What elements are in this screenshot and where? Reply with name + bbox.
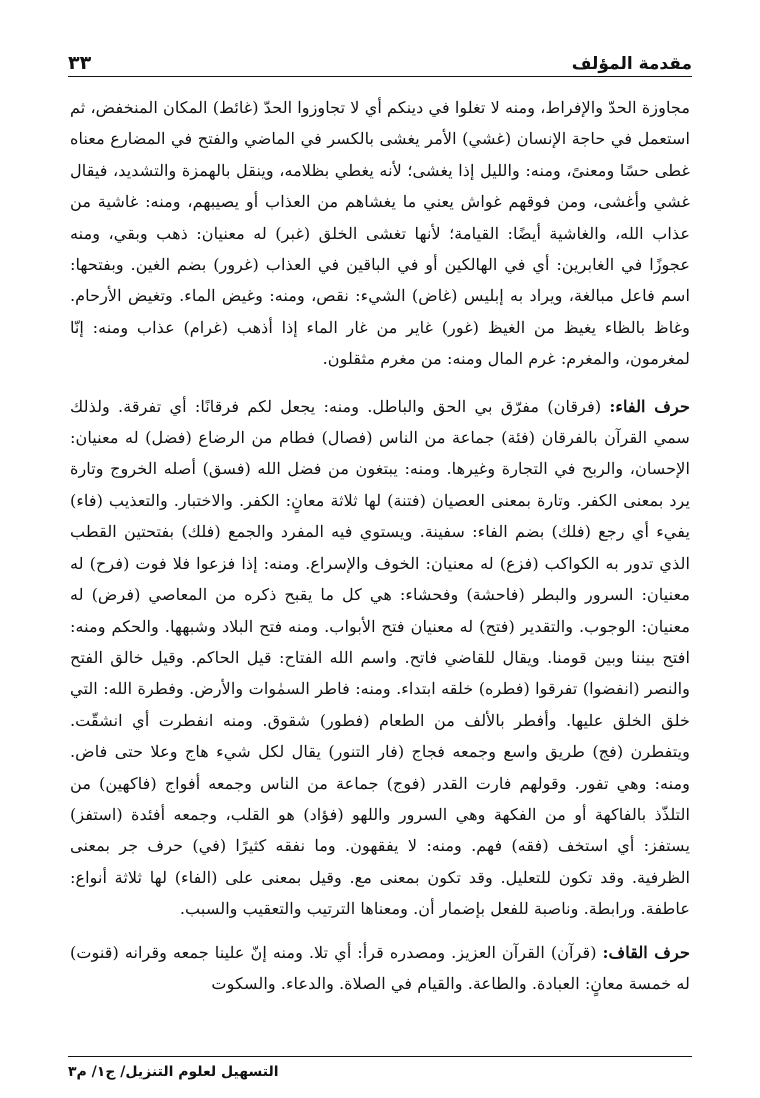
- paragraph-letter-qaf: [70, 937, 690, 1000]
- page-number: ٣٣: [68, 52, 92, 74]
- header-rule: [68, 76, 692, 77]
- paragraph-text: مجاوزة الحدّ والإفراط، ومنه لا تغلوا في دينكم أي لا تجاوزوا الحدّ (غائط) المكان المنخفض، ثم استعمل في حاجة الإنسان (غشي) الأمر يغشى بالكسر في الماضي والفتح في المضارع معناه غطى حسًا ومعنىً، ومنه: والليل إذا يغشى؛ لأنه يغطي بظلامه، وينقل بالهمزة والتشديد، فيقال غشي وأغشى، ومن فوقهم غواش يعني ما يغشاهم من العذاب أو يصيبهم، ومنه: غاشية من عذاب الله، والغاشية أيضًا: القيامة؛ لأنها تغشى الخلق (غبر) له معنيان: ذهب وبقي، ومنه عجوزًا في الغابرين: أي في الهالكين أو في الباقين في العذاب (غرور) بضم الغين. وبفتحها: اسم فاعل مبالغة، ويراد به إبليس (غاض) الشيء: نقص، ومنه: وغيض الماء. وتغيض الأرحام. وغاظ بالظاء يغيظ من الغيظ (غور) غاير من غار الماء إذا أذهب (غرام) عذاب ومنه: إنّا لمغرمون، والمغرم: غرم المال ومنه: من مغرم مثقلون.: [70, 98, 690, 369]
- printer-signature: [68, 1064, 692, 1080]
- paragraph-text: (فرقان) مفرّق بي الحق والباطل. ومنه: يجعل لكم فرقانًا: أي تفرقة. ولذلك سمي القرآن بالفرقان (فئة) جماعة من الناس (فصال) فطام من الرضاع (فضل) له معنيان: الإحسان، والربح في التجارة وغيرها. ومنه: يبتغون من فضل الله (فسق) أصله الخروج وتارة يرد بمعنى الكفر. وتارة بمعنى العصيان (فتنة) لها ثلاثة معانٍ: الكفر. والاختبار. والتعذيب (فاء) يفيء أي رجع (فلك) بضم الفاء: سفينة. ويستوي فيه المفرد والجمع (فلك) بفتحتين القطب الذي تدور به الكواكب (فزع) له معنيان: الخوف والإسراع. ومنه: إذا فزعوا فلا فوت (فرح) له معنيان: السرور والبطر (فاحشة) وفحشاء: هي كل ما يقبح ذكره من المعاصي (فرض) له معنيان: الوجوب. والتقدير (فتح) له معنيان فتح الأبواب. ومنه فتح البلاد وشبهها. والحكم ومنه: افتح بيننا وبين قومنا. ويقال للقاضي فاتح. واسم الله الفتاح: قيل الحاكم. وقيل خالق الفتح والنصر (انفضوا) تفرقوا (فطره) خلقه ابتداء. ومنه: فاطر السمٰوات والأرض. وفطرة الله: التي خلق الخلق عليها. وأفطر بالألف من الطعام (فطور) شقوق. ومنه انفطرت أي انشقّت. ويتفطرن (فج) طريق واسع وجمعه فجاج (فار التنور) يقال لكل شيء هاج وعلا حتى فاض. ومنه: وهي تفور. وقولهم فارت القدر (فوج) جماعة من الناس وجمعه أفواج (فاكهين) من التلذّذ بالفاكهة أو من الفكهة وهي السرور واللهو (فؤاد) هو القلب، وجمعه أفئدة (استفز) يستفز: أي استخف (فقه) فهم. ومنه: لا يفقهون. وما نفقه كثيرًا (في) حرف جر بمعنى الظرفية. وقد تكون للتعليل. وقد تكون بمعنى مع. وقيل بمعنى على (الفاء) لها ثلاثة أنواع: عاطفة. ورابطة. وناصبة للفعل بإضمار أن. ومعناها الترتيب والتعقيب والسبب.: [70, 396, 690, 919]
- paragraph-ghayn-continuation: [70, 92, 690, 375]
- chapter-title: مقدمة المؤلف: [571, 54, 692, 74]
- section-label-fa: حرف الفاء:: [609, 396, 690, 416]
- footer-rule: [68, 1056, 692, 1057]
- body-text: [70, 92, 690, 999]
- paragraph-text: (قرآن) القرآن العزيز. ومصدره قرأ: أي تلا. ومنه إنّ علينا جمعه وقرانه (قنوت) له خمسة معانٍ: العبادة. والطاعة. والقيام في الصلاة. والدعاء. والسكوت: [70, 942, 690, 993]
- signature-text: التسهيل لعلوم التنزيل/ ج١/ م٣: [68, 1064, 279, 1080]
- section-label-qaf: حرف القاف:: [602, 942, 690, 962]
- running-header: [68, 44, 692, 74]
- paragraph-letter-fa: [70, 391, 690, 925]
